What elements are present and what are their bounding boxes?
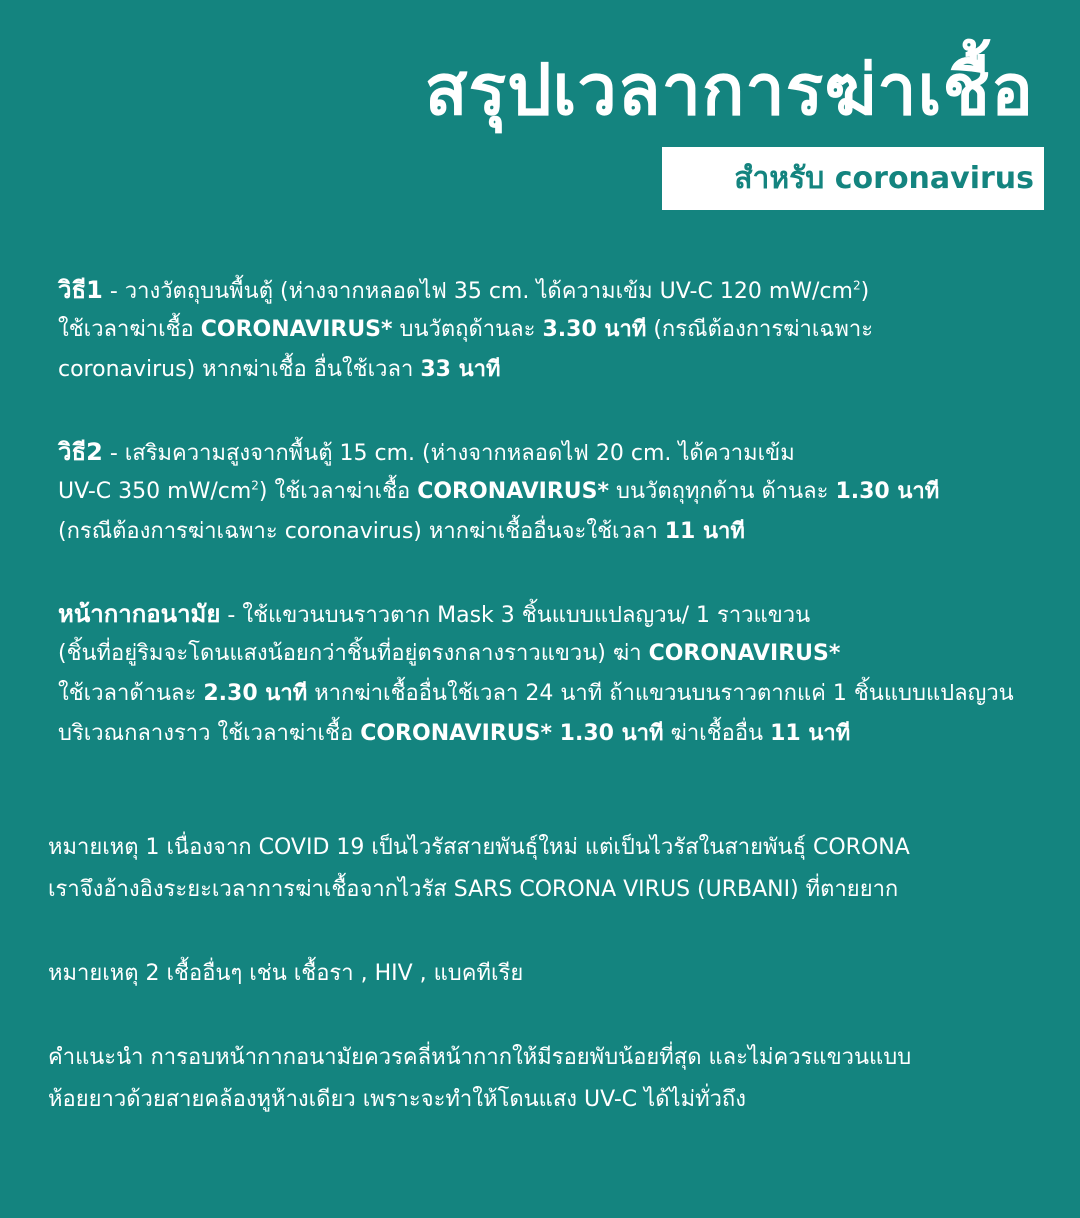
mask-section (58, 594, 1058, 754)
note1-line1: หมายเหตุ 1 เนื่องจาก COVID 19 เป็นไวรัสสายพันธุ์ใหม่ แต่เป็นไวรัสในสายพันธุ์ CORONA (48, 835, 910, 860)
method2-line2 (58, 472, 1058, 512)
note1-line2: เราจึงอ้างอิงระยะเวลาการฆ่าเชื้อจากไวรัส SARS CORONA VIRUS (URBANI) ที่ตายยาก (48, 877, 899, 902)
virus-name: CORONAVIRUS* (417, 479, 610, 504)
text: บริเวณกลางราว ใช้เวลาฆ่าเชื้อ (58, 721, 361, 746)
mask-line2 (58, 634, 1058, 674)
mask-line3 (58, 674, 1058, 714)
subtitle-badge (662, 147, 1044, 210)
advice (48, 1037, 1068, 1121)
text: ใช้เวลาฆ่าเชื้อ (58, 317, 201, 342)
note2-line: หมายเหตุ 2 เชื้ออื่นๆ เช่น เชื้อรา , HIV , แบคทีเรีย (48, 961, 524, 986)
text: (กรณีต้องการฆ่าเฉพาะ (646, 317, 874, 342)
text: บนวัตถุทุกด้าน ด้านละ (609, 479, 836, 504)
text: (กรณีต้องการฆ่าเฉพาะ coronavirus) หากฆ่าเชื้ออื่นจะใช้เวลา (58, 519, 665, 544)
method2-section (58, 432, 1058, 552)
subtitle-text: สำหรับ coronavirus (734, 161, 1034, 196)
method1-line3 (58, 350, 1058, 390)
mask-line1 (58, 594, 1058, 634)
duration: CORONAVIRUS* 1.30 นาที (360, 721, 664, 746)
mask-line4 (58, 714, 1058, 754)
mask-text: - ใช้แขวนบนราวตาก Mask 3 ชิ้นแบบแปลญวน/ 1 ราวแขวน (220, 603, 811, 628)
method1-section (58, 270, 1058, 390)
method2-label: วิธี2 (58, 438, 103, 466)
text: บนวัตถุด้านละ (392, 317, 543, 342)
text: ฆ่าเชื้ออื่น (663, 721, 771, 746)
method2-line3 (58, 512, 1058, 552)
method1-superscript: 2 (852, 278, 861, 293)
duration: 2.30 นาที (203, 681, 308, 706)
text: coronavirus) หากฆ่าเชื้อ อื่นใช้เวลา (58, 357, 421, 382)
text: ) ใช้เวลาฆ่าเชื้อ (258, 479, 418, 504)
method2-superscript: 2 (251, 478, 259, 493)
method1-text: - วางวัตถุบนพื้นตู้ (ห่างจากหลอดไฟ 35 cm. ได้ความเข้ม UV-C 120 mW/cm (102, 279, 853, 304)
method2-line1 (58, 432, 1058, 472)
text: หากฆ่าเชื้ออื่นใช้เวลา 24 นาที ถ้าแขวนบนราวตากแค่ 1 ชิ้นแบบแปลญวน (307, 681, 1014, 706)
duration: 11 นาที (664, 519, 745, 544)
advice-line2: ห้อยยาวด้วยสายคล้องหูห้างเดียว เพราะจะทำให้โดนแสง UV-C ได้ไม่ทั่วถึง (48, 1087, 746, 1112)
method1-text-tail: ) (860, 279, 870, 304)
text: (ชิ้นที่อยู่ริมจะโดนแสงน้อยกว่าชิ้นที่อยู่ตรงกลางราวแขวน) ฆ่า (58, 641, 649, 666)
method1-line1 (58, 270, 1058, 310)
duration: 11 นาที (770, 721, 851, 746)
virus-name: CORONAVIRUS* (648, 641, 841, 666)
text: UV-C 350 mW/cm (58, 479, 252, 504)
mask-label: หน้ากากอนามัย (58, 600, 221, 628)
method2-text: - เสริมความสูงจากพื้นตู้ 15 cm. (ห่างจากหลอดไฟ 20 cm. ได้ความเข้ม (102, 441, 795, 466)
advice-line1: คำแนะนำ การอบหน้ากากอนามัยควรคลี่หน้ากากให้มีรอยพับน้อยที่สุด และไม่ควรแขวนแบบ (48, 1045, 912, 1070)
method1-label: วิธี1 (58, 276, 103, 304)
method1-line2 (58, 310, 1058, 350)
note1 (48, 827, 1068, 911)
note2 (48, 953, 1068, 995)
duration: 3.30 นาที (542, 317, 647, 342)
text: ใช้เวลาด้านละ (58, 681, 204, 706)
virus-name: CORONAVIRUS* (200, 317, 393, 342)
duration: 33 นาที (420, 357, 501, 382)
duration: 1.30 นาที (835, 479, 940, 504)
page-title: สรุปเวลาการฆ่าเชื้อ (424, 49, 1034, 131)
